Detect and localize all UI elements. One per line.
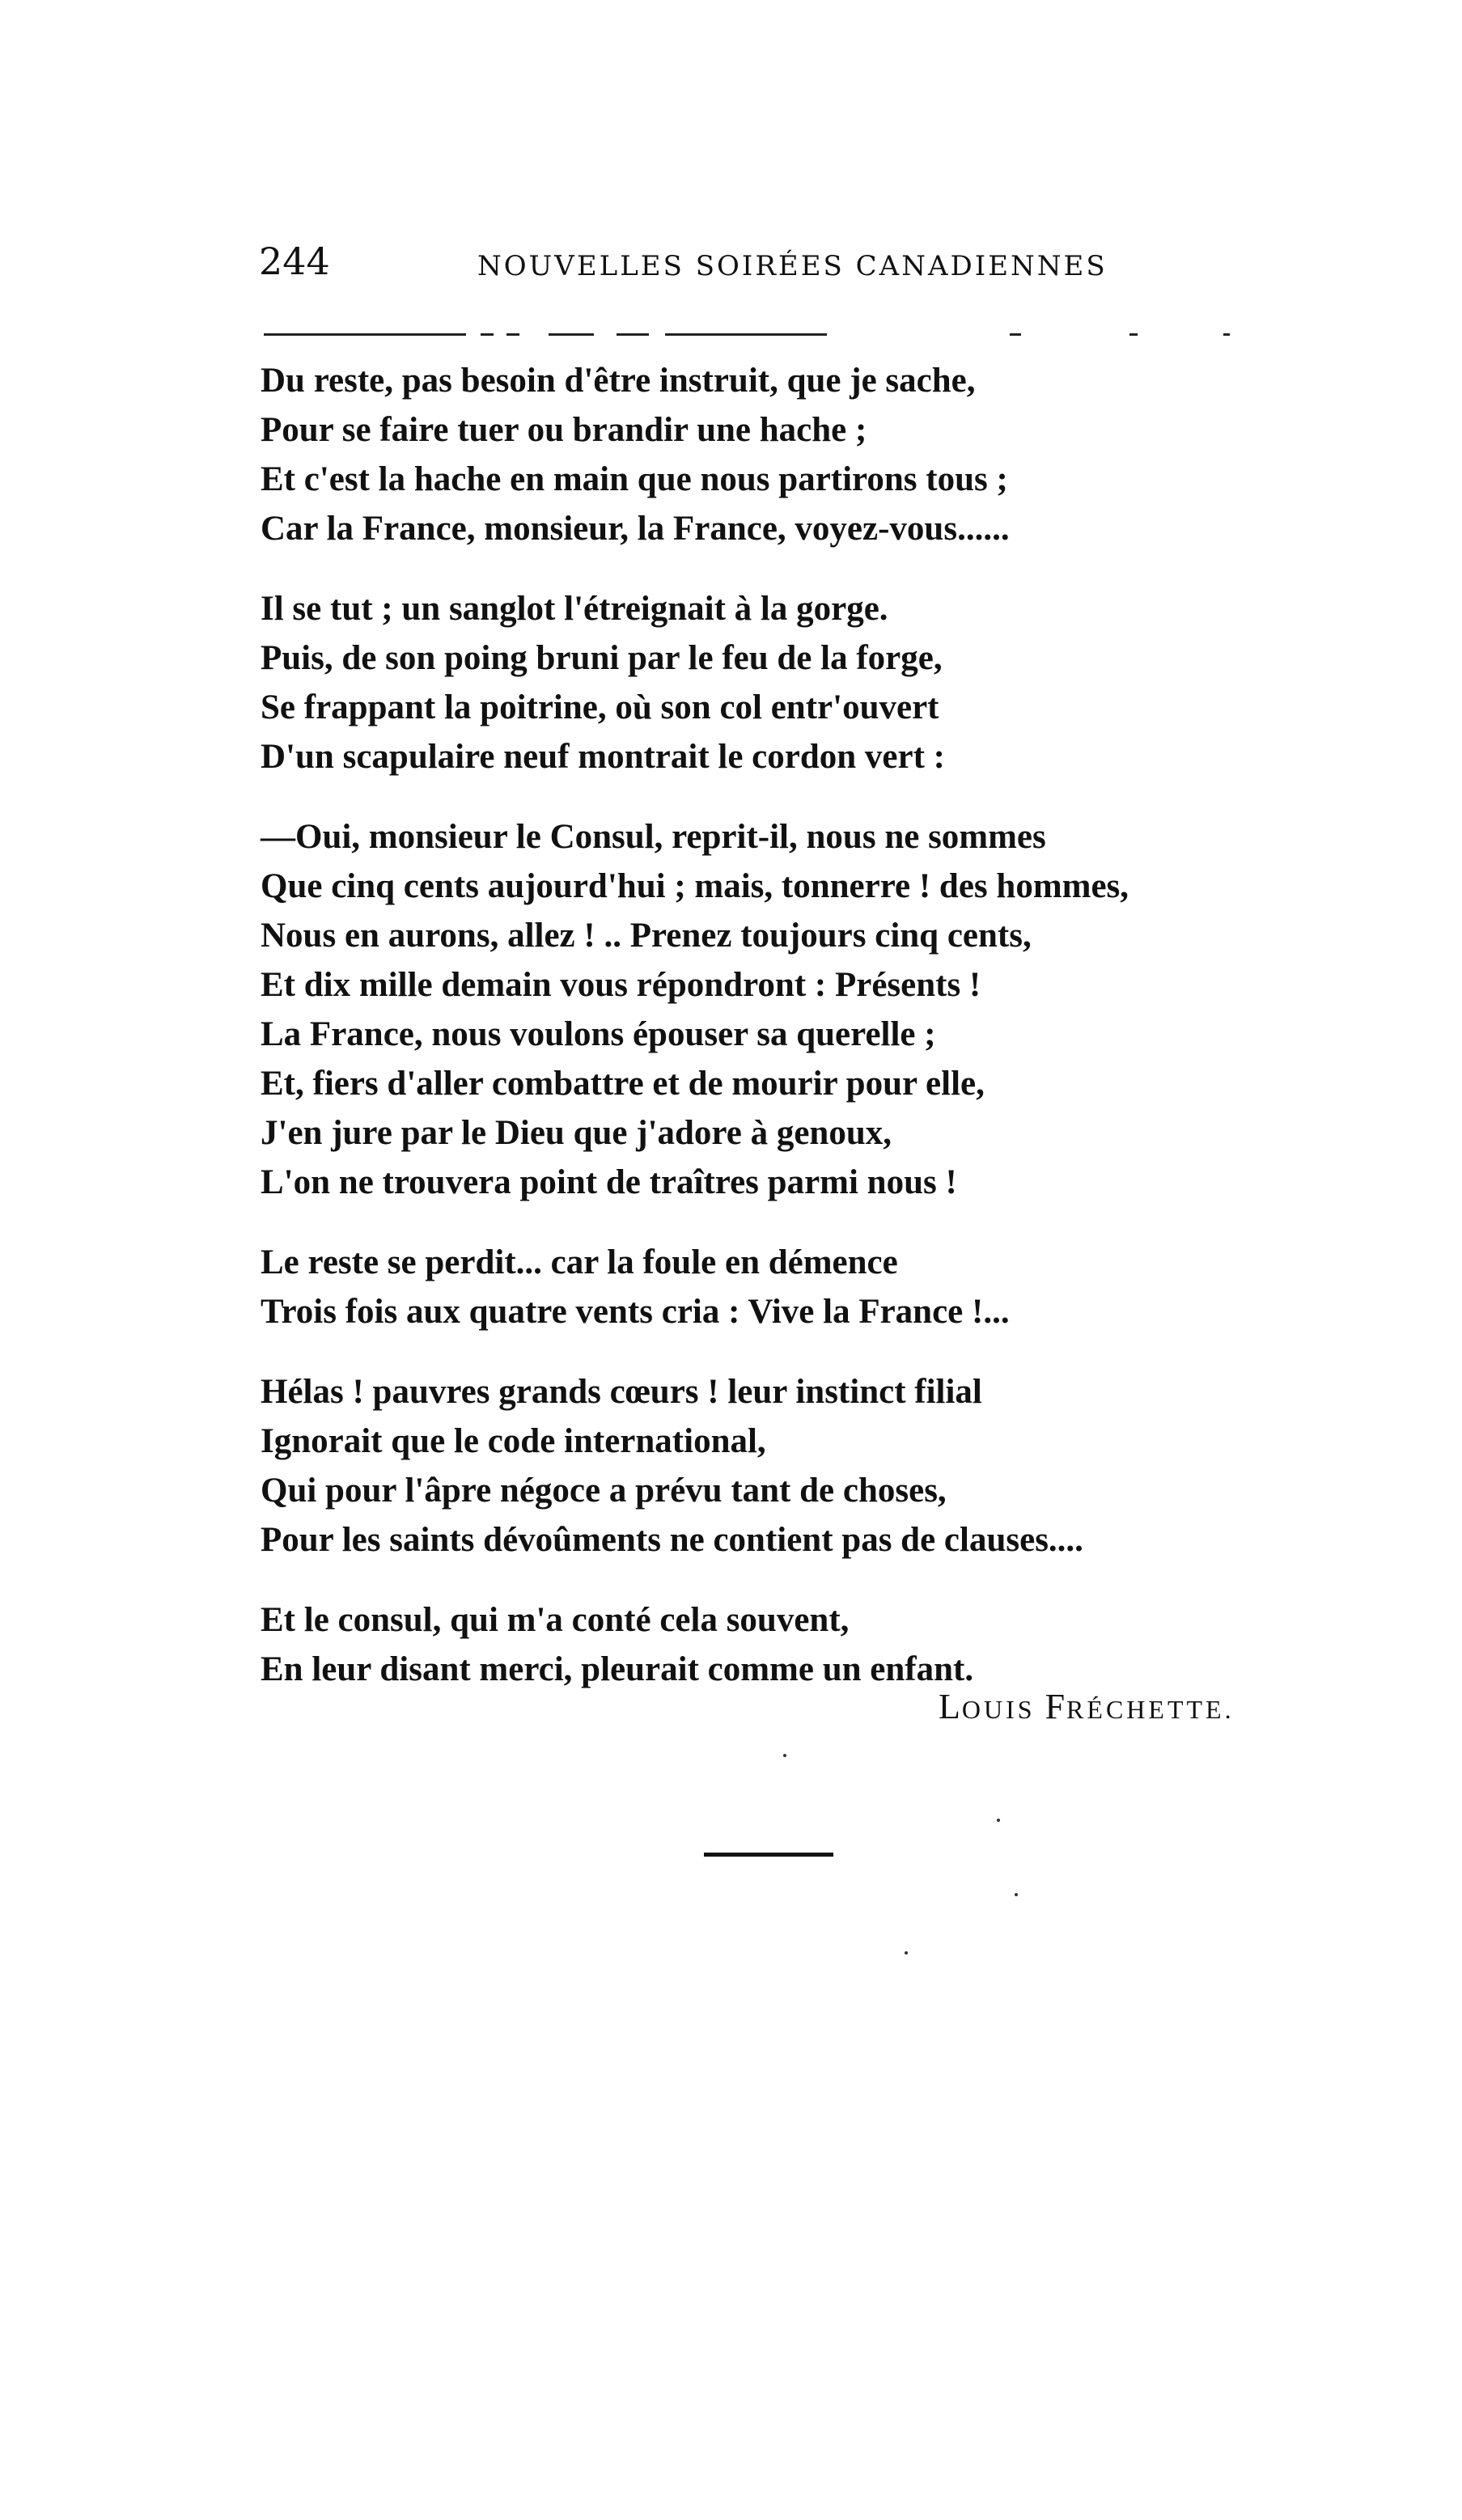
page-number: 244 (259, 239, 330, 283)
paper-speck (1015, 1893, 1018, 1896)
running-header: NOUVELLES SOIRÉES CANADIENNES (477, 250, 1108, 282)
poem-line: Et c'est la hache en main que nous partirons tous ; (261, 460, 1008, 498)
author-signature (939, 1686, 1235, 1727)
stanza-1 (261, 356, 1312, 553)
poem-line: Ignorait que le code international, (261, 1422, 766, 1460)
poem-line: La France, nous voulons épouser sa querelle ; (261, 1015, 936, 1053)
poem-line: Pour se faire tuer ou brandir une hache ; (261, 411, 867, 449)
stanza-6 (261, 1595, 1312, 1694)
poem-line: Hélas ! pauvres grands cœurs ! leur instinct filial (261, 1373, 982, 1411)
signature-text: RÉCHETTE. (1066, 1695, 1235, 1724)
poem-line: Pour les saints dévoûments ne contient pas de clauses.... (261, 1521, 1083, 1559)
paper-speck (783, 1754, 786, 1757)
poem-line: Puis, de son poing bruni par le feu de la forge, (261, 639, 943, 677)
header-rule (1223, 333, 1230, 336)
poem (261, 356, 1312, 1725)
stanza-5 (261, 1367, 1312, 1565)
poem-line: L'on ne trouvera point de traîtres parmi nous ! (261, 1163, 957, 1201)
poem-line: Car la France, monsieur, la France, voyez-vous...... (261, 510, 1010, 548)
stanza-3 (261, 812, 1312, 1207)
poem-line: Du reste, pas besoin d'être instruit, que je sache, (261, 362, 976, 400)
poem-line: D'un scapulaire neuf montrait le cordon vert : (261, 738, 945, 776)
header-rule (506, 333, 519, 336)
poem-line: Nous en aurons, allez ! .. Prenez toujours cinq cents, (261, 917, 1032, 955)
poem-line: Que cinq cents aujourd'hui ; mais, tonnerre ! des hommes, (261, 867, 1129, 905)
end-rule (704, 1853, 833, 1857)
poem-line: —Oui, monsieur le Consul, reprit-il, nous ne sommes (261, 818, 1046, 856)
header-rule (665, 333, 827, 336)
header-rule (1010, 333, 1021, 336)
header-rule (617, 333, 649, 336)
poem-line: Et le consul, qui m'a conté cela souvent, (261, 1601, 850, 1639)
poem-line: Il se tut ; un sanglot l'étreignait à la gorge. (261, 590, 888, 628)
poem-line: J'en jure par le Dieu que j'adore à genoux, (261, 1114, 892, 1152)
signature-initial: L (939, 1687, 962, 1726)
signature-initial: F (1045, 1687, 1067, 1726)
stanza-2 (261, 584, 1312, 781)
poem-line: Qui pour l'âpre négoce a prévu tant de choses, (261, 1472, 947, 1510)
poem-line: Et dix mille demain vous répondront : Présents ! (261, 966, 981, 1004)
header-rule (549, 333, 594, 336)
poem-line: En leur disant merci, pleurait comme un enfant. (261, 1650, 974, 1688)
header-rule (1129, 333, 1138, 336)
poem-line: Se frappant la poitrine, où son col entr'ouvert (261, 688, 939, 726)
header-rule (481, 333, 494, 336)
stanza-4 (261, 1238, 1312, 1336)
poem-line: Le reste se perdit... car la foule en démence (261, 1243, 898, 1281)
poem-line: Et, fiers d'aller combattre et de mourir pour elle, (261, 1065, 985, 1103)
paper-speck (997, 1819, 1000, 1822)
poem-line: Trois fois aux quatre vents cria : Vive la France !... (261, 1293, 1010, 1331)
signature-text: OUIS (961, 1695, 1036, 1724)
header-rule (264, 333, 466, 336)
paper-speck (905, 1951, 908, 1955)
